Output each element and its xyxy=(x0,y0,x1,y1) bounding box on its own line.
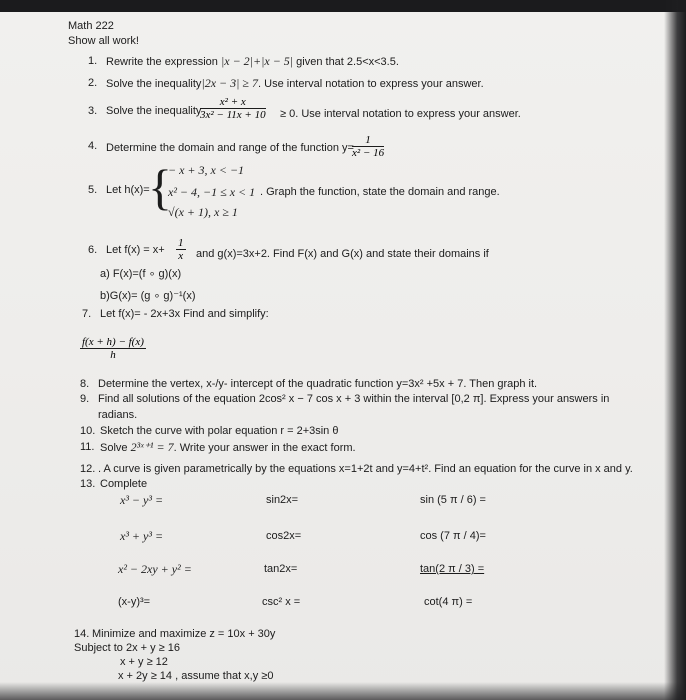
problem-14-constraint-1: Subject to 2x + y ≥ 16 xyxy=(74,642,181,654)
problem-3-fraction: $\frac{\text{x² + x}}{\text{3x² − 11x + 10}}$ xyxy=(200,96,266,121)
identity-r1c2: sin2x= xyxy=(266,494,299,506)
identity-r4c2: csc² x = xyxy=(262,596,301,608)
problem-4-fraction: $\frac{1}{\text{x² − 16}}$ xyxy=(352,134,385,159)
identity-r2c3: cos (7 π / 4)= xyxy=(420,530,486,542)
problem-1-expression: |x − 2|+|x − 5| xyxy=(220,54,294,68)
problem-12-text: . A curve is given parametrically by the equations x=1+2t and y=4+t². Find an equation for the curve in x and y. xyxy=(98,463,633,475)
problem-1-text: Rewrite the expression |x − 2|+|x − 5| given that 2.5<x<3.5. xyxy=(106,54,399,68)
problem-14-number: 14. xyxy=(74,628,90,640)
problem-5-case-1: − x + 3, x < −1 xyxy=(168,163,245,177)
problem-10-text: Sketch the curve with polar equation r = 2+3sin θ xyxy=(100,425,339,437)
identity-r3c1: x² − 2xy + y² = xyxy=(118,562,192,576)
problem-2-number: 2. xyxy=(88,77,98,89)
problem-4-number: 4. xyxy=(88,140,98,152)
problem-7-number: 7. xyxy=(82,308,92,320)
problem-3-tail: ≥ 0. Use interval notation to express your answer. xyxy=(280,108,521,120)
problem-9-number: 9. xyxy=(80,393,90,405)
photo-border-right xyxy=(664,0,686,700)
identity-r3c2: tan2x= xyxy=(264,563,298,575)
problem-5-case-2: x² − 4, −1 ≤ x < 1 xyxy=(168,185,256,199)
problem-6-fraction: $\frac{1}{x}$ xyxy=(178,237,184,262)
course-title: Math 222 xyxy=(68,20,114,32)
identity-r4c1: (x-y)³= xyxy=(118,596,151,608)
problem-8-text: Determine the vertex, x-/y- intercept of the quadratic function y=3x² +5x + 7. Then graph it. xyxy=(98,378,538,390)
problem-2-expression: |2x − 3| ≥ 7 xyxy=(201,76,259,90)
problem-8-number: 8. xyxy=(80,378,90,390)
piecewise-brace: { xyxy=(148,159,172,215)
problem-3-text: Solve the inequality xyxy=(106,105,202,117)
problem-14-text: Minimize and maximize z = 10x + 30y xyxy=(92,628,276,640)
problem-9-text: Find all solutions of the equation 2cos² x − 7 cos x + 3 within the interval [0,2 π]. Express your answers in xyxy=(98,393,610,405)
problem-1-number: 1. xyxy=(88,55,98,67)
problem-9-text-cont: radians. xyxy=(98,409,138,421)
identity-r1c1: x³ − y³ = xyxy=(120,493,164,507)
identity-r2c1: x³ + y³ = xyxy=(120,529,164,543)
problem-10-number: 10. xyxy=(80,425,96,437)
problem-5-case-3: √(x + 1), x ≥ 1 xyxy=(168,205,238,219)
problem-14-constraint-3: x + 2y ≥ 14 , assume that x,y ≥0 xyxy=(118,670,274,682)
problem-6b: b)G(x)= (g ∘ g)⁻¹(x) xyxy=(100,290,196,302)
problem-5-tail: . Graph the function, state the domain and range. xyxy=(260,186,500,198)
problem-11-number: 11. xyxy=(80,441,95,453)
instruction-text: Show all work! xyxy=(68,35,139,47)
problem-2-text: Solve the inequality|2x − 3| ≥ 7. Use interval notation to express your answer. xyxy=(106,76,484,90)
problem-11-text: Solve 2³ˣ⁺¹ = 7. Write your answer in the exact form. xyxy=(100,440,356,454)
photo-border-top xyxy=(0,0,686,12)
problem-3-number: 3. xyxy=(88,105,98,117)
identity-r1c3: sin (5 π / 6) = xyxy=(420,494,486,506)
problem-14-constraint-2: x + y ≥ 12 xyxy=(120,656,168,668)
problem-6a: a) F(x)=(f ∘ g)(x) xyxy=(100,268,182,280)
problem-6-text: Let f(x) = x+ xyxy=(106,244,165,256)
problem-5-number: 5. xyxy=(88,184,98,196)
problem-7-text: Let f(x)= - 2x+3x Find and simplify: xyxy=(100,308,269,320)
problem-12-number: 12. xyxy=(80,463,96,475)
identity-r4c3: cot(4 π) = xyxy=(424,596,473,608)
identity-r2c2: cos2x= xyxy=(266,530,302,542)
difference-quotient: $\frac{f(x + h) - f(x)}{h}$ xyxy=(82,336,144,361)
problem-13-title: Complete xyxy=(100,478,148,490)
problem-5-text: Let h(x)= xyxy=(106,184,150,196)
problem-6-number: 6. xyxy=(88,244,98,256)
problem-11-expression: 2³ˣ⁺¹ = 7 xyxy=(130,440,174,454)
photo-shadow-bottom xyxy=(0,682,686,700)
problem-6-tail: and g(x)=3x+2. Find F(x) and G(x) and state their domains if xyxy=(196,248,489,260)
identity-r3c3: tan(2 π / 3) = xyxy=(420,563,485,575)
problem-13-number: 13. xyxy=(80,478,96,490)
problem-4-text: Determine the domain and range of the function y= xyxy=(106,142,354,154)
